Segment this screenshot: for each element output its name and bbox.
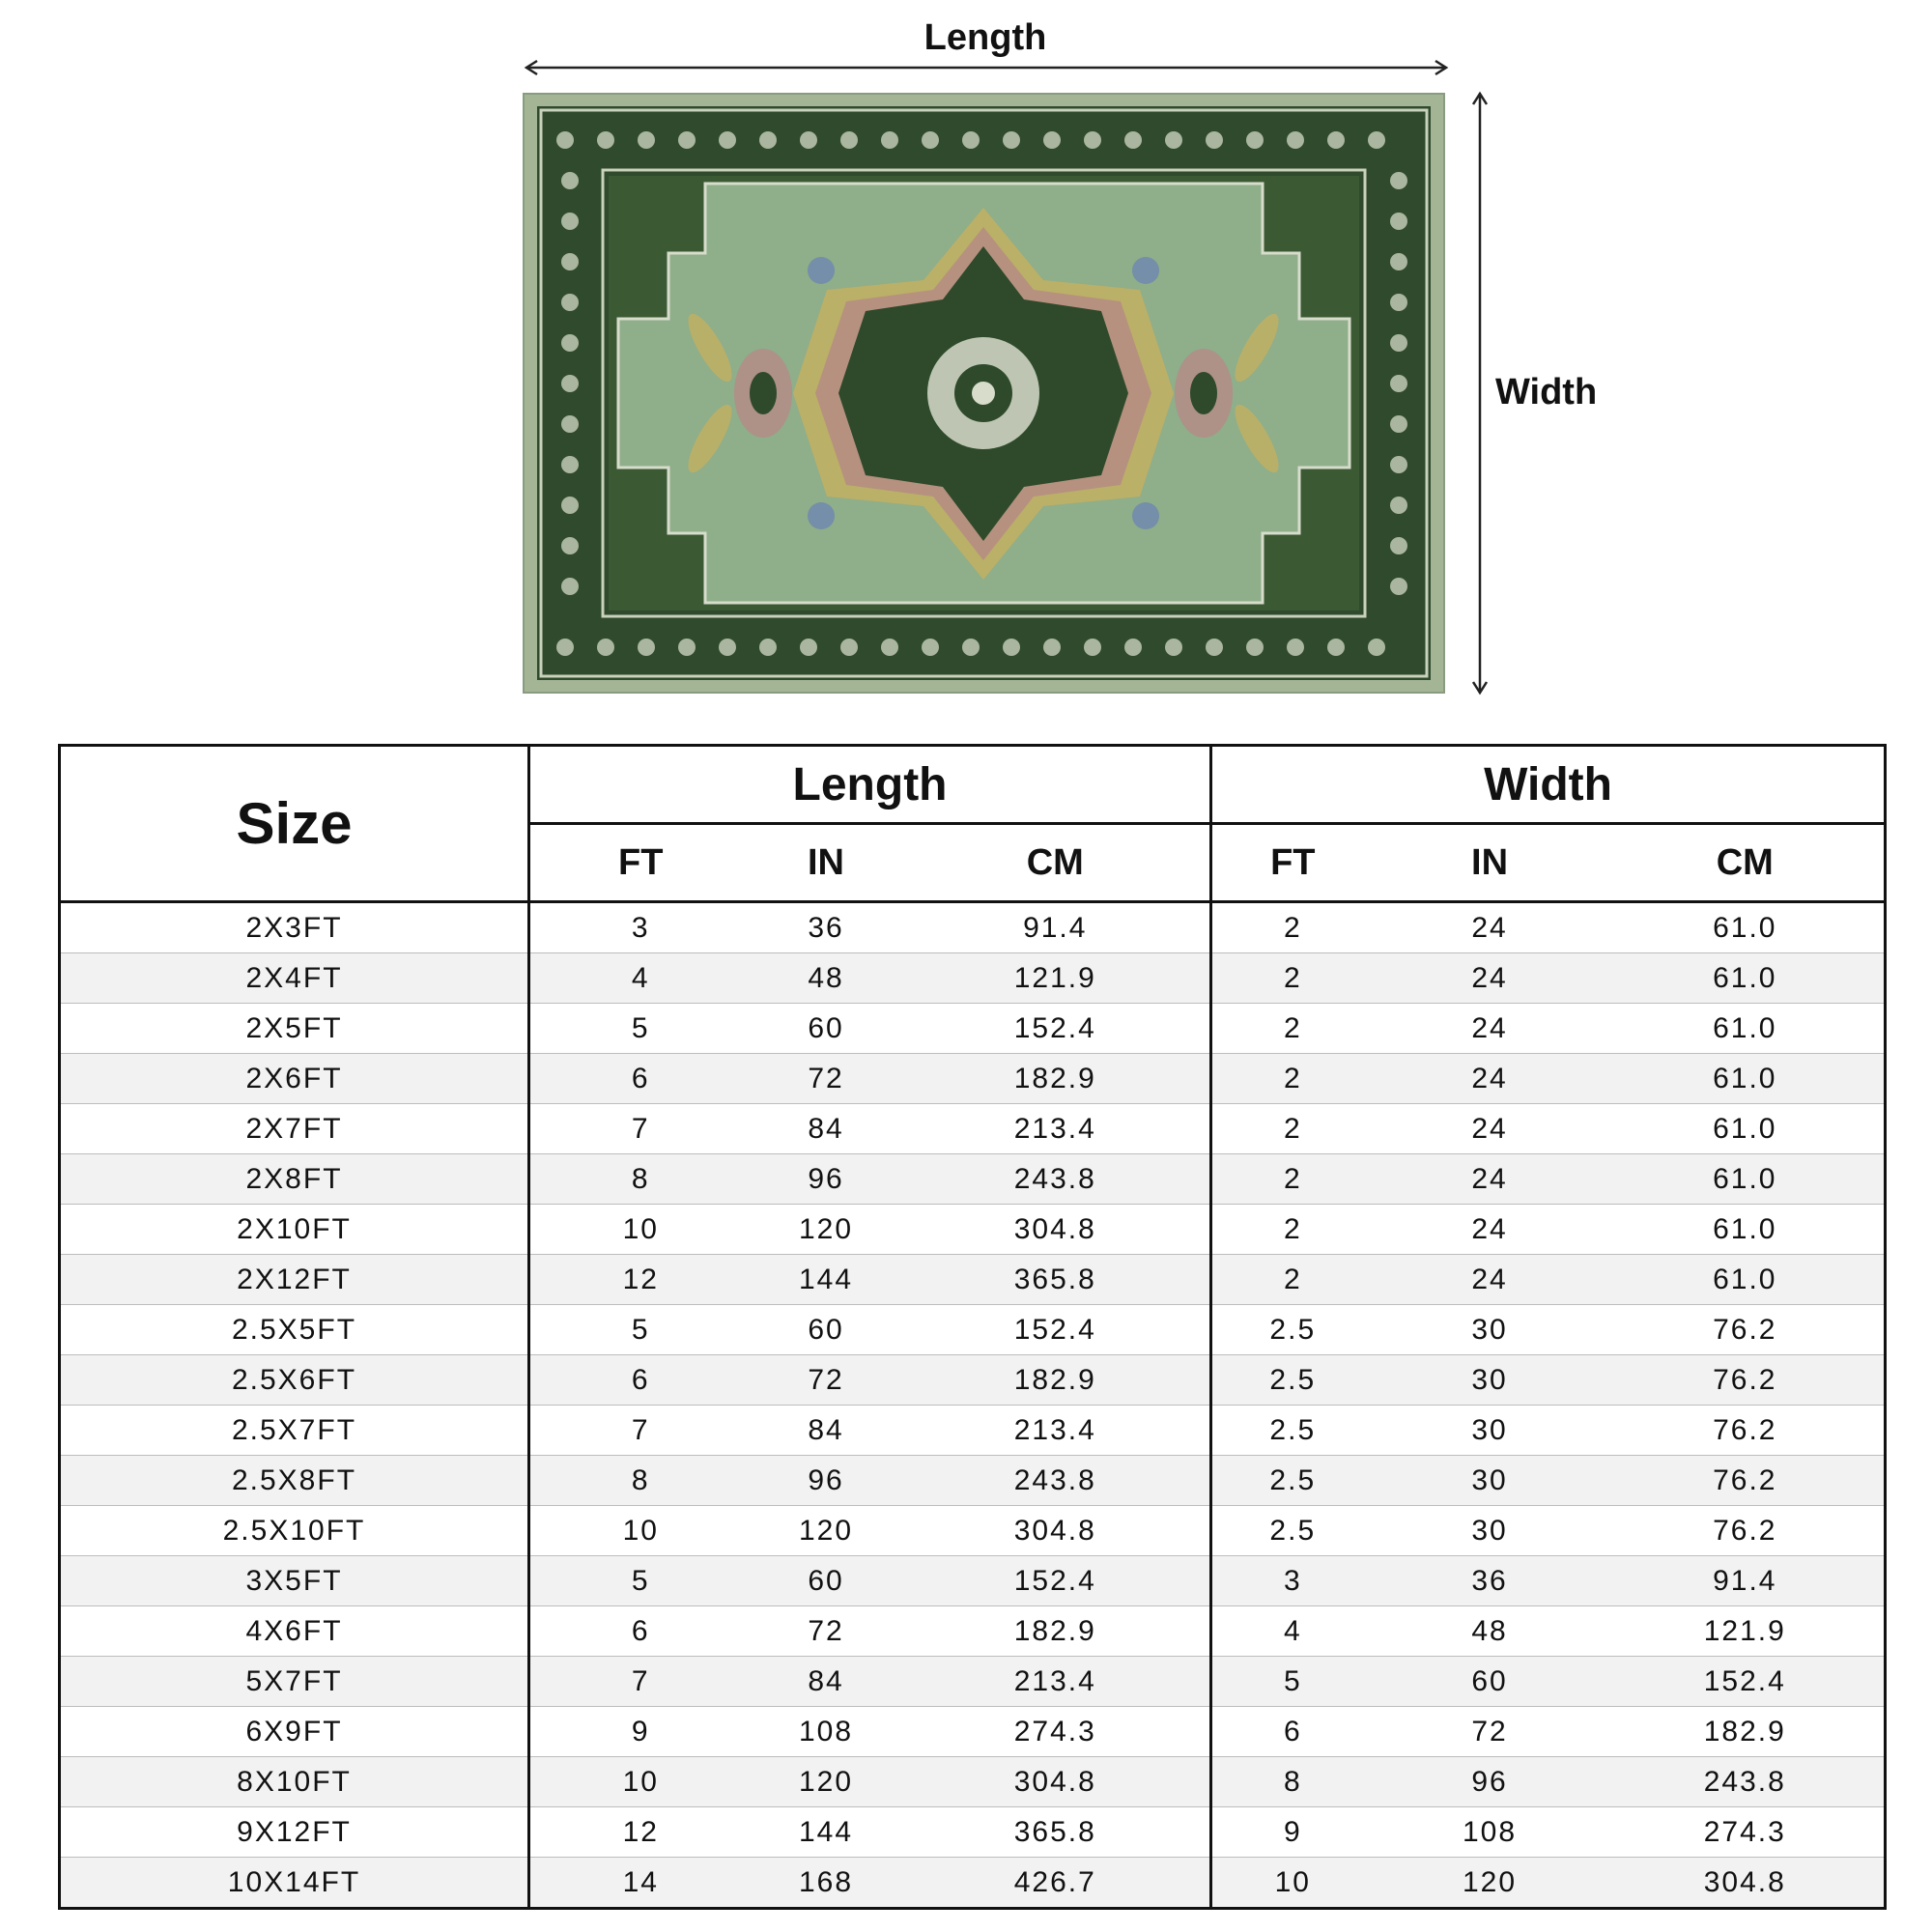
cell-width-cm: 304.8 xyxy=(1606,1858,1886,1909)
cell-width-ft: 2 xyxy=(1211,953,1374,1004)
cell-width-in: 30 xyxy=(1374,1305,1606,1355)
cell-width-cm: 61.0 xyxy=(1606,1054,1886,1104)
cell-width-cm: 76.2 xyxy=(1606,1355,1886,1406)
cell-size: 2X5FT xyxy=(60,1004,529,1054)
cell-length-ft: 5 xyxy=(529,1305,752,1355)
cell-width-cm: 243.8 xyxy=(1606,1757,1886,1807)
cell-length-cm: 152.4 xyxy=(901,1004,1211,1054)
cell-size: 2X3FT xyxy=(60,902,529,953)
cell-length-in: 96 xyxy=(752,1154,901,1205)
cell-width-ft: 2 xyxy=(1211,902,1374,953)
header-width: Width xyxy=(1211,746,1886,824)
cell-size: 10X14FT xyxy=(60,1858,529,1909)
cell-width-ft: 2 xyxy=(1211,1054,1374,1104)
table-row xyxy=(60,1004,1886,1054)
cell-length-ft: 12 xyxy=(529,1807,752,1858)
cell-width-ft: 2.5 xyxy=(1211,1305,1374,1355)
cell-length-cm: 274.3 xyxy=(901,1707,1211,1757)
table-row xyxy=(60,1606,1886,1657)
cell-length-in: 144 xyxy=(752,1255,901,1305)
cell-size: 2X10FT xyxy=(60,1205,529,1255)
cell-width-ft: 6 xyxy=(1211,1707,1374,1757)
cell-length-cm: 426.7 xyxy=(901,1858,1211,1909)
table-row xyxy=(60,1154,1886,1205)
cell-length-ft: 10 xyxy=(529,1506,752,1556)
cell-width-in: 36 xyxy=(1374,1556,1606,1606)
table-body xyxy=(60,902,1886,1909)
cell-size: 2.5X10FT xyxy=(60,1506,529,1556)
cell-width-ft: 2.5 xyxy=(1211,1506,1374,1556)
cell-width-ft: 4 xyxy=(1211,1606,1374,1657)
cell-length-ft: 8 xyxy=(529,1154,752,1205)
cell-width-cm: 61.0 xyxy=(1606,1154,1886,1205)
cell-length-ft: 10 xyxy=(529,1205,752,1255)
cell-length-ft: 4 xyxy=(529,953,752,1004)
cell-length-cm: 152.4 xyxy=(901,1305,1211,1355)
cell-length-in: 144 xyxy=(752,1807,901,1858)
cell-width-in: 24 xyxy=(1374,1104,1606,1154)
cell-width-ft: 2 xyxy=(1211,1154,1374,1205)
cell-length-in: 108 xyxy=(752,1707,901,1757)
width-dimension-label: Width xyxy=(1495,372,1598,412)
cell-width-cm: 91.4 xyxy=(1606,1556,1886,1606)
cell-length-cm: 243.8 xyxy=(901,1456,1211,1506)
cell-width-ft: 2 xyxy=(1211,1004,1374,1054)
cell-length-in: 72 xyxy=(752,1355,901,1406)
cell-length-in: 120 xyxy=(752,1757,901,1807)
cell-width-cm: 76.2 xyxy=(1606,1456,1886,1506)
cell-width-cm: 76.2 xyxy=(1606,1506,1886,1556)
cell-length-ft: 8 xyxy=(529,1456,752,1506)
table-row xyxy=(60,1807,1886,1858)
cell-length-cm: 152.4 xyxy=(901,1556,1211,1606)
cell-width-in: 48 xyxy=(1374,1606,1606,1657)
cell-length-cm: 304.8 xyxy=(901,1205,1211,1255)
cell-width-ft: 2 xyxy=(1211,1104,1374,1154)
table-row xyxy=(60,953,1886,1004)
header-length-cm: CM xyxy=(901,824,1211,902)
cell-width-cm: 274.3 xyxy=(1606,1807,1886,1858)
cell-width-cm: 61.0 xyxy=(1606,1255,1886,1305)
cell-length-cm: 304.8 xyxy=(901,1757,1211,1807)
cell-width-ft: 9 xyxy=(1211,1807,1374,1858)
table-row xyxy=(60,1858,1886,1909)
cell-width-in: 30 xyxy=(1374,1456,1606,1506)
table-row xyxy=(60,1355,1886,1406)
table-row xyxy=(60,1707,1886,1757)
cell-width-in: 30 xyxy=(1374,1406,1606,1456)
cell-width-ft: 2.5 xyxy=(1211,1406,1374,1456)
cell-size: 2.5X5FT xyxy=(60,1305,529,1355)
cell-width-ft: 10 xyxy=(1211,1858,1374,1909)
cell-length-cm: 243.8 xyxy=(901,1154,1211,1205)
cell-width-in: 72 xyxy=(1374,1707,1606,1757)
size-chart-table xyxy=(58,744,1887,1910)
cell-width-ft: 8 xyxy=(1211,1757,1374,1807)
cell-size: 2X4FT xyxy=(60,953,529,1004)
cell-length-in: 60 xyxy=(752,1556,901,1606)
table-row xyxy=(60,1757,1886,1807)
cell-length-in: 48 xyxy=(752,953,901,1004)
cell-length-cm: 213.4 xyxy=(901,1104,1211,1154)
cell-length-cm: 365.8 xyxy=(901,1255,1211,1305)
table-row xyxy=(60,1406,1886,1456)
header-width-in: IN xyxy=(1374,824,1606,902)
cell-length-cm: 365.8 xyxy=(901,1807,1211,1858)
table-row xyxy=(60,1104,1886,1154)
cell-length-ft: 6 xyxy=(529,1606,752,1657)
cell-length-cm: 121.9 xyxy=(901,953,1211,1004)
header-length-ft: FT xyxy=(529,824,752,902)
cell-size: 6X9FT xyxy=(60,1707,529,1757)
table-row xyxy=(60,902,1886,953)
cell-length-in: 60 xyxy=(752,1004,901,1054)
cell-length-in: 96 xyxy=(752,1456,901,1506)
header-width-ft: FT xyxy=(1211,824,1374,902)
cell-size: 2X12FT xyxy=(60,1255,529,1305)
cell-width-ft: 5 xyxy=(1211,1657,1374,1707)
cell-width-cm: 121.9 xyxy=(1606,1606,1886,1657)
cell-size: 9X12FT xyxy=(60,1807,529,1858)
cell-width-ft: 2 xyxy=(1211,1255,1374,1305)
cell-length-ft: 5 xyxy=(529,1004,752,1054)
cell-length-in: 60 xyxy=(752,1305,901,1355)
cell-width-cm: 61.0 xyxy=(1606,953,1886,1004)
cell-width-in: 24 xyxy=(1374,1154,1606,1205)
cell-width-in: 96 xyxy=(1374,1757,1606,1807)
cell-width-cm: 61.0 xyxy=(1606,902,1886,953)
table-row xyxy=(60,1456,1886,1506)
cell-length-in: 36 xyxy=(752,902,901,953)
table-row xyxy=(60,1305,1886,1355)
cell-width-in: 24 xyxy=(1374,1205,1606,1255)
cell-size: 3X5FT xyxy=(60,1556,529,1606)
cell-size: 2.5X8FT xyxy=(60,1456,529,1506)
cell-width-ft: 2.5 xyxy=(1211,1456,1374,1506)
cell-length-ft: 12 xyxy=(529,1255,752,1305)
cell-width-in: 120 xyxy=(1374,1858,1606,1909)
cell-size: 2X8FT xyxy=(60,1154,529,1205)
cell-width-ft: 3 xyxy=(1211,1556,1374,1606)
cell-length-ft: 14 xyxy=(529,1858,752,1909)
cell-length-in: 120 xyxy=(752,1506,901,1556)
header-length-in: IN xyxy=(752,824,901,902)
cell-size: 2.5X6FT xyxy=(60,1355,529,1406)
header-width-cm: CM xyxy=(1606,824,1886,902)
cell-size: 8X10FT xyxy=(60,1757,529,1807)
cell-width-ft: 2 xyxy=(1211,1205,1374,1255)
cell-width-ft: 2.5 xyxy=(1211,1355,1374,1406)
cell-length-ft: 3 xyxy=(529,902,752,953)
cell-width-cm: 61.0 xyxy=(1606,1205,1886,1255)
table-row xyxy=(60,1506,1886,1556)
cell-size: 4X6FT xyxy=(60,1606,529,1657)
table-row xyxy=(60,1255,1886,1305)
cell-length-cm: 91.4 xyxy=(901,902,1211,953)
rug-diagram xyxy=(0,0,1932,715)
cell-width-in: 60 xyxy=(1374,1657,1606,1707)
cell-length-cm: 182.9 xyxy=(901,1355,1211,1406)
cell-length-in: 120 xyxy=(752,1205,901,1255)
table-row xyxy=(60,1205,1886,1255)
table-row xyxy=(60,1657,1886,1707)
cell-width-cm: 61.0 xyxy=(1606,1104,1886,1154)
cell-length-ft: 6 xyxy=(529,1355,752,1406)
cell-size: 2.5X7FT xyxy=(60,1406,529,1456)
cell-width-cm: 61.0 xyxy=(1606,1004,1886,1054)
length-dimension-label: Length xyxy=(923,17,1047,58)
cell-length-in: 72 xyxy=(752,1606,901,1657)
cell-length-ft: 7 xyxy=(529,1104,752,1154)
cell-length-cm: 304.8 xyxy=(901,1506,1211,1556)
cell-width-cm: 182.9 xyxy=(1606,1707,1886,1757)
cell-length-cm: 182.9 xyxy=(901,1054,1211,1104)
cell-width-in: 24 xyxy=(1374,902,1606,953)
cell-length-in: 84 xyxy=(752,1104,901,1154)
cell-length-in: 168 xyxy=(752,1858,901,1909)
cell-length-ft: 6 xyxy=(529,1054,752,1104)
cell-width-in: 24 xyxy=(1374,1054,1606,1104)
cell-width-in: 24 xyxy=(1374,953,1606,1004)
cell-length-ft: 9 xyxy=(529,1707,752,1757)
cell-width-in: 30 xyxy=(1374,1506,1606,1556)
cell-width-cm: 152.4 xyxy=(1606,1657,1886,1707)
cell-length-in: 84 xyxy=(752,1657,901,1707)
cell-length-in: 72 xyxy=(752,1054,901,1104)
cell-length-in: 84 xyxy=(752,1406,901,1456)
cell-size: 2X7FT xyxy=(60,1104,529,1154)
length-arrow xyxy=(526,61,1446,74)
width-arrow xyxy=(1473,94,1487,693)
cell-width-in: 24 xyxy=(1374,1004,1606,1054)
rug-image xyxy=(524,94,1444,693)
cell-length-cm: 182.9 xyxy=(901,1606,1211,1657)
table-row xyxy=(60,1054,1886,1104)
cell-width-cm: 76.2 xyxy=(1606,1305,1886,1355)
header-length: Length xyxy=(529,746,1211,824)
cell-length-ft: 7 xyxy=(529,1406,752,1456)
cell-length-cm: 213.4 xyxy=(901,1657,1211,1707)
cell-width-in: 108 xyxy=(1374,1807,1606,1858)
cell-size: 2X6FT xyxy=(60,1054,529,1104)
cell-width-in: 24 xyxy=(1374,1255,1606,1305)
cell-width-in: 30 xyxy=(1374,1355,1606,1406)
cell-length-ft: 10 xyxy=(529,1757,752,1807)
cell-size: 5X7FT xyxy=(60,1657,529,1707)
cell-length-ft: 7 xyxy=(529,1657,752,1707)
cell-length-cm: 213.4 xyxy=(901,1406,1211,1456)
cell-width-cm: 76.2 xyxy=(1606,1406,1886,1456)
header-size: Size xyxy=(60,746,529,902)
cell-length-ft: 5 xyxy=(529,1556,752,1606)
table-row xyxy=(60,1556,1886,1606)
